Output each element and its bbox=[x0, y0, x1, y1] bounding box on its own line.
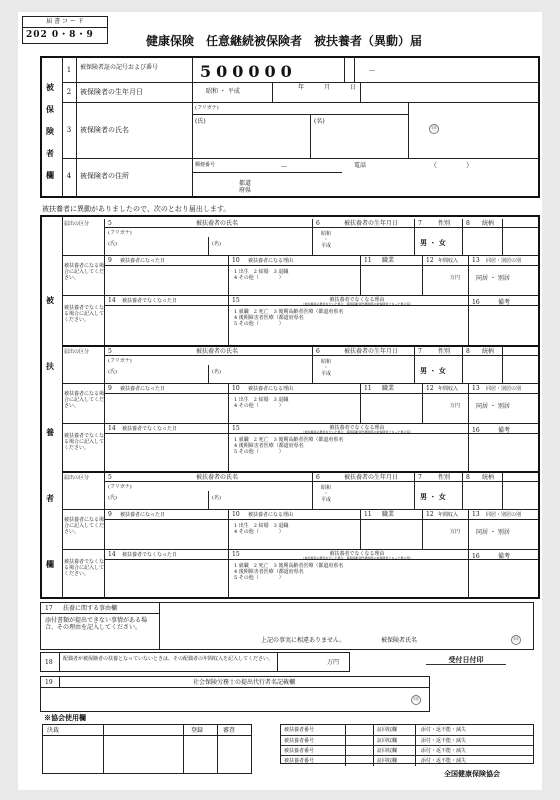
item17-label: 扶養に関する事由欄 bbox=[63, 605, 118, 612]
dep-reason-options[interactable]: 1 出生 2 結婚 3 退職 4 その他（ ） bbox=[234, 523, 289, 535]
given-name-label: (名) bbox=[314, 118, 325, 125]
dep-livewith-options[interactable]: 同居 ・ 別居 bbox=[476, 529, 510, 536]
month-unit: 月 bbox=[324, 84, 331, 91]
status-dep-number: 被扶養者番号 bbox=[284, 727, 315, 733]
item19-label: 社会保険労務士の提出代行者名記載欄 bbox=[192, 679, 295, 686]
phone-paren-close: ） bbox=[466, 161, 473, 169]
insurance-card-number-field[interactable]: 500000 bbox=[200, 62, 297, 81]
dep-era[interactable]: 昭和 ・ 平成 bbox=[320, 359, 331, 377]
dep-given-name: (名) bbox=[212, 495, 221, 501]
footer-org: 全国健康保険協会 bbox=[444, 769, 500, 778]
dep-livewith-label: 同居・別居の別 bbox=[486, 258, 522, 264]
insured-name-label: 被保険者の氏名 bbox=[80, 126, 129, 134]
dep-surname: (氏) bbox=[108, 495, 117, 501]
form-code-value: 202 0・8・9 bbox=[26, 30, 94, 40]
dep-end-date-label: 被扶養者でなくなった日 bbox=[122, 552, 178, 558]
dep-remarks-label: 備考 bbox=[498, 299, 511, 306]
dep-reason-label: 被扶養者になる理由 bbox=[248, 512, 294, 518]
name-kana-label: (フリガナ) bbox=[195, 105, 219, 111]
dep-end-reason-options[interactable]: 1 就職 2 死亡 3 後期高齢者医療（都道府県名 4 後期障害者医療（都道府県名 5 その他（ ） bbox=[234, 309, 344, 327]
postal-label: 郵便番号 bbox=[195, 162, 216, 168]
type-label: 届出の区分 bbox=[64, 221, 90, 227]
dep-start-date-label: 被扶養者になった日 bbox=[120, 512, 166, 518]
dep-kana: (フリガナ) bbox=[108, 484, 132, 490]
row-number: 1 bbox=[66, 66, 72, 74]
dep-livewith-label: 同居・別居の別 bbox=[486, 512, 522, 518]
status-card-return: 証回収欄 bbox=[377, 738, 398, 744]
declaration-text: 上記の事実に相違ありません。 bbox=[261, 637, 346, 644]
dep-birth-label: 被扶養者の生年月日 bbox=[343, 348, 398, 355]
birthdate-era[interactable]: 昭和 ・ 平成 bbox=[206, 88, 240, 95]
dep-end-reason-sub: （被扶養者の要件を欠いた場合、後期高齢者医療制度の被保険者となった場合等） bbox=[301, 556, 413, 560]
dependents-intro: 被扶養者に異動がありましたので、次のとおり届出します。 bbox=[42, 205, 231, 213]
dep-era[interactable]: 昭和 ・ 平成 bbox=[320, 231, 331, 249]
number-dash: － bbox=[368, 66, 376, 75]
row-number: 4 bbox=[66, 172, 72, 180]
dep-income-unit: 万円 bbox=[450, 403, 461, 409]
status-attachment: 添付・返不能・減失 bbox=[421, 758, 467, 764]
signer-label: 被保険者氏名 bbox=[381, 637, 418, 644]
dep-kana: (フリガナ) bbox=[108, 230, 132, 236]
row-number: 17 bbox=[45, 605, 53, 612]
dep-end-date-label: 被扶養者でなくなった日 bbox=[122, 426, 178, 432]
form-page bbox=[18, 12, 542, 790]
dep-end-reason-label: 被扶養者でなくなる理由 bbox=[329, 551, 385, 557]
remove-note: 被扶養者でなくなる場合に記入してください。 bbox=[64, 559, 105, 577]
birthdate-label: 被保険者の生年月日 bbox=[80, 88, 143, 96]
dependents-side-label: 被 扶 養 者 欄 bbox=[46, 295, 54, 569]
receipt-stamp-label: 受付日付印 bbox=[426, 656, 506, 665]
office-use-table bbox=[42, 724, 252, 774]
dep-end-reason-options[interactable]: 1 就職 2 死亡 3 後期高齢者医療（都道府県名 4 後期障害者医療（都道府県名 5 その他（ ） bbox=[234, 437, 344, 455]
dep-era[interactable]: 昭和 ・ 平成 bbox=[320, 485, 331, 503]
type-label: 届出の区分 bbox=[64, 349, 90, 355]
dep-income-label: 年間収入 bbox=[438, 386, 459, 392]
dep-sex-options[interactable]: 男 ・ 女 bbox=[420, 366, 446, 375]
postal-dash: － bbox=[280, 162, 288, 171]
dep-kana: (フリガナ) bbox=[108, 358, 132, 364]
agent-seal: ㊞ bbox=[412, 696, 419, 703]
status-row bbox=[281, 725, 533, 735]
dep-end-reason-sub: （被扶養者の要件を欠いた場合、後期高齢者医療制度の被保険者となった場合等） bbox=[301, 302, 413, 306]
item17-note: 添付書類が提出できない事情がある場合、その理由を記入してください。 bbox=[45, 617, 148, 631]
dep-income-label: 年間収入 bbox=[438, 512, 459, 518]
dep-income-label: 年間収入 bbox=[438, 258, 459, 264]
office-col-register: 登録 bbox=[191, 727, 204, 734]
form-code-label: 届 書 コ ー ド bbox=[46, 18, 84, 25]
dep-livewith-label: 同居・別居の別 bbox=[486, 386, 522, 392]
status-card-return: 証回収欄 bbox=[377, 748, 398, 754]
phone-paren-open: （ bbox=[430, 161, 437, 169]
dep-relation-label: 続柄 bbox=[482, 220, 495, 227]
day-unit: 日 bbox=[350, 84, 357, 91]
item18-label: 配偶者が被保険者の扶養となっていないときは、その配偶者の年間収入を記入してください。 bbox=[63, 656, 274, 662]
dep-end-reason-sub: （被扶養者の要件を欠いた場合、後期高齢者医療制度の被保険者となった場合等） bbox=[301, 430, 413, 434]
row-number: 19 bbox=[45, 679, 53, 686]
dep-end-reason-label: 被扶養者でなくなる理由 bbox=[329, 425, 385, 431]
dep-job-label: 職業 bbox=[382, 385, 395, 392]
dep-end-date-label: 被扶養者でなくなった日 bbox=[122, 298, 178, 304]
remove-note: 被扶養者でなくなる場合に記入してください。 bbox=[64, 305, 105, 323]
status-attachment: 添付・返不能・減失 bbox=[421, 738, 467, 744]
dep-income-unit: 万円 bbox=[450, 529, 461, 535]
add-note: 被扶養者になる場合に記入してください。 bbox=[64, 517, 105, 535]
dep-relation-label: 続柄 bbox=[482, 348, 495, 355]
surname-label: (氏) bbox=[195, 118, 206, 125]
dep-end-reason-label: 被扶養者でなくなる理由 bbox=[329, 297, 385, 303]
insured-section bbox=[40, 56, 540, 198]
dep-sex-options[interactable]: 男 ・ 女 bbox=[420, 492, 446, 501]
dep-sex-label: 性別 bbox=[438, 220, 451, 227]
row-number: 3 bbox=[66, 126, 72, 134]
item19-box bbox=[40, 676, 430, 712]
status-row bbox=[281, 745, 533, 755]
form-code-box bbox=[22, 16, 108, 44]
dep-relation-label: 続柄 bbox=[482, 474, 495, 481]
dep-remarks-label: 備考 bbox=[498, 553, 511, 560]
dep-surname: (氏) bbox=[108, 241, 117, 247]
dep-surname: (氏) bbox=[108, 369, 117, 375]
insured-address-label: 被保険者の住所 bbox=[80, 172, 129, 180]
dep-birth-label: 被扶養者の生年月日 bbox=[343, 474, 398, 481]
row-number: 2 bbox=[66, 88, 72, 96]
item18-box bbox=[40, 652, 350, 672]
status-table bbox=[280, 724, 534, 764]
dep-sex-label: 性別 bbox=[438, 474, 451, 481]
office-col-review: 審査 bbox=[223, 727, 236, 734]
dep-start-date-label: 被扶養者になった日 bbox=[120, 386, 166, 392]
dep-job-label: 職業 bbox=[382, 511, 395, 518]
year-unit: 年 bbox=[298, 84, 305, 91]
dep-name-label: 被扶養者の氏名 bbox=[195, 348, 238, 355]
remove-note: 被扶養者でなくなる場合に記入してください。 bbox=[64, 433, 105, 451]
status-row bbox=[281, 755, 533, 765]
form-title: 健康保険 任意継続被保険者 被扶養者（異動）届 bbox=[146, 34, 423, 48]
status-attachment: 添付・返不能・減失 bbox=[421, 727, 467, 733]
dep-job-label: 職業 bbox=[382, 257, 395, 264]
dep-reason-label: 被扶養者になる理由 bbox=[248, 258, 294, 264]
dependents-section bbox=[40, 215, 540, 599]
insurance-card-number-label: 被保険者証の記号および番号 bbox=[80, 64, 159, 71]
yen-unit: 万円 bbox=[327, 659, 340, 666]
status-card-return: 証回収欄 bbox=[377, 727, 398, 733]
dep-start-date-label: 被扶養者になった日 bbox=[120, 258, 166, 264]
dep-reason-options[interactable]: 1 出生 2 結婚 3 退職 4 その他（ ） bbox=[234, 397, 289, 409]
dep-livewith-options[interactable]: 同居 ・ 別居 bbox=[476, 275, 510, 282]
dep-given-name: (名) bbox=[212, 241, 221, 247]
status-dep-number: 被扶養者番号 bbox=[284, 758, 315, 764]
add-note: 被扶養者になる場合に記入してください。 bbox=[64, 391, 105, 409]
phone-label: 電話 bbox=[354, 162, 367, 169]
insured-side-label: 被 保 険 者 欄 bbox=[46, 82, 54, 180]
dependent-block: 届出の区分 被扶養者になる場合に記入してください。 被扶養者でなくなる場合に記入してください。 5 被扶養者の氏名 (フリガナ) (氏) (名) 6 被扶養者の生年月日 昭和 ・ 平成 7 性別 男 ・ 女 8 続柄 9 被扶養者になった日 10 被扶養者になる理由 1 出生 2 結婚 3 退職 4 その他（ ） 11 職業 12 年間収入 万円 13 同居・別居の別 同居 ・ 別居 14 被扶養者でなくなった日 15 被扶養者でなくなる理由 （被扶養者の要件を欠いた場合、後期高齢者医療制度の被保険者となった場合等） 1 就職 2 死亡 3 後期高齢者医療（都道府県名 4 後期障害者医療（都道府県名 5 その他（ ） 16 備考 bbox=[62, 471, 538, 597]
dep-income-unit: 万円 bbox=[450, 275, 461, 281]
dep-remarks-label: 備考 bbox=[498, 427, 511, 434]
status-attachment: 添付・返不能・減失 bbox=[421, 748, 467, 754]
office-col-approval: 決裁 bbox=[47, 727, 60, 734]
dependent-block: 届出の区分 被扶養者になる場合に記入してください。 被扶養者でなくなる場合に記入してください。 5 被扶養者の氏名 (フリガナ) (氏) (名) 6 被扶養者の生年月日 昭和 ・ 平成 7 性別 男 ・ 女 8 続柄 9 被扶養者になった日 10 被扶養者になる理由 1 出生 2 結婚 3 退職 4 その他（ ） 11 職業 12 年間収入 万円 13 同居・別居の別 同居 ・ 別居 14 被扶養者でなくなった日 15 被扶養者でなくなる理由 （被扶養者の要件を欠いた場合、後期高齢者医療制度の被保険者となった場合等） 1 就職 2 死亡 3 後期高齢者医療（都道府県名 4 後期障害者医療（都道府県名 5 その他（ ） 16 備考 bbox=[62, 219, 538, 345]
status-dep-number: 被扶養者番号 bbox=[284, 748, 315, 754]
office-use-title: ※協会使用欄 bbox=[44, 713, 86, 722]
dep-birth-label: 被扶養者の生年月日 bbox=[343, 220, 398, 227]
status-card-return: 証回収欄 bbox=[377, 758, 398, 764]
dependent-block: 届出の区分 被扶養者になる場合に記入してください。 被扶養者でなくなる場合に記入してください。 5 被扶養者の氏名 (フリガナ) (氏) (名) 6 被扶養者の生年月日 昭和 ・ 平成 7 性別 男 ・ 女 8 続柄 9 被扶養者になった日 10 被扶養者になる理由 1 出生 2 結婚 3 退職 4 その他（ ） 11 職業 12 年間収入 万円 13 同居・別居の別 同居 ・ 別居 14 被扶養者でなくなった日 15 被扶養者でなくなる理由 （被扶養者の要件を欠いた場合、後期高齢者医療制度の被保険者となった場合等） 1 就職 2 死亡 3 後期高齢者医療（都道府県名 4 後期障害者医療（都道府県名 5 その他（ ） 16 備考 bbox=[62, 345, 538, 471]
declaration-seal: ㊞ bbox=[512, 636, 519, 643]
prefecture-label: 都道 府県 bbox=[238, 180, 251, 194]
add-note: 被扶養者になる場合に記入してください。 bbox=[64, 263, 105, 281]
dep-reason-label: 被扶養者になる理由 bbox=[248, 386, 294, 392]
dep-given-name: (名) bbox=[212, 369, 221, 375]
dep-sex-options[interactable]: 男 ・ 女 bbox=[420, 238, 446, 247]
status-row bbox=[281, 735, 533, 745]
status-dep-number: 被扶養者番号 bbox=[284, 738, 315, 744]
insured-seal: ㊞ bbox=[430, 125, 437, 132]
dep-sex-label: 性別 bbox=[438, 348, 451, 355]
type-label: 届出の区分 bbox=[64, 475, 90, 481]
dep-livewith-options[interactable]: 同居 ・ 別居 bbox=[476, 403, 510, 410]
row-number: 18 bbox=[45, 659, 53, 666]
dep-reason-options[interactable]: 1 出生 2 結婚 3 退職 4 その他（ ） bbox=[234, 269, 289, 281]
dep-name-label: 被扶養者の氏名 bbox=[195, 220, 238, 227]
item17-box bbox=[40, 602, 534, 650]
dep-name-label: 被扶養者の氏名 bbox=[195, 474, 238, 481]
dep-end-reason-options[interactable]: 1 就職 2 死亡 3 後期高齢者医療（都道府県名 4 後期障害者医療（都道府県名 5 その他（ ） bbox=[234, 563, 344, 581]
